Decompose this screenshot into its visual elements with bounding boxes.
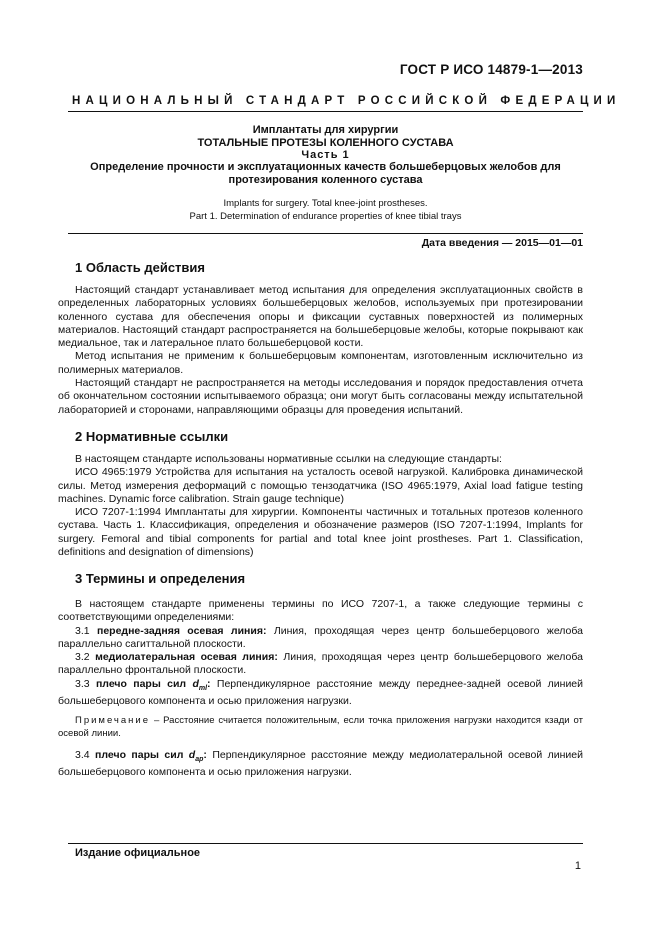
title-subtitle-line-2: протезирования коленного сустава <box>228 174 423 186</box>
term-3-3: 3.3 плечо пары сил $d_{ml}$: Перпендикулярное расстояние между переднее-задней осевой линией большеберцового компонента и осью приложения нагрузки. <box>58 677 584 708</box>
national-standard-banner: НАЦИОНАЛЬНЫЙ СТАНДАРТ РОССИЙСКОЙ ФЕДЕРАЦИИ <box>72 95 621 107</box>
footer-rule <box>68 843 583 844</box>
section-2-paragraph-1: В настоящем стандарте использованы нормативные ссылки на следующие стандарты: <box>75 453 502 465</box>
section-2-reference-iso-7207: ИСО 7207-1:1994 Имплантаты для хирургии. Компоненты частичных и тотальных протезов коленного сустава. Часть 1. Классификация, определения и обозначение размеров (ISO 7207-1:1994, Implants for surgery. Femoral and tibial components for partial and total knee joint prostheses. Part 1. Classification, definitions and designation of dimensions) <box>58 506 583 559</box>
note <box>58 714 583 740</box>
section-1-heading: 1 Область действия <box>75 260 205 275</box>
term-3-4: 3.4 плечо пары сил $d_{ap}$: Перпендикулярное расстояние между медиолатеральной осевой линией большеберцового компонента и осью приложения нагрузки. <box>58 749 583 779</box>
section-1-body <box>58 284 583 417</box>
section-1-paragraph-3: Настоящий стандарт не распространяется на методы исследования и порядок предоставления отчета об окончательном состоянии испытываемого образца; они могут быть согласованы между испытательной лабораторией и сторонами, направляющими образцы для проведения испытаний. <box>58 377 583 416</box>
document-number: ГОСТ Р ИСО 14879-1—2013 <box>399 62 583 77</box>
section-3-heading: 3 Термины и определения <box>75 571 246 586</box>
title-rule <box>68 233 583 234</box>
term-3-1: 3.1 передне-задняя осевая линия: Линия, проходящая через центр большеберцового желоба параллельно сагиттальной плоскости. <box>58 624 584 650</box>
title-subtitle <box>68 161 583 187</box>
section-2-reference-iso-4965: ИСО 4965:1979 Устройства для испытания на усталость осевой нагрузкой. Калибровка динамической силы. Метод измерения деформаций с помощью тензодатчика (ISO 4965:1979, Axial load fatigue testing machines. Dynamic force calibration. Strain gauge technique) <box>58 466 583 505</box>
page-number: 1 <box>574 860 581 872</box>
title-part: Часть 1 <box>301 149 350 161</box>
section-1-paragraph-1: Настоящий стандарт устанавливает метод испытания для определения эксплуатационных свойств в определенных лабораторных условиях большеберцовых желобов, используемых при протезировании коленного сустава для обеспечения опоры и фиксации суставных поверхностей из полимерных материалов. Настоящий стандарт распространяется на большеберцовые желобы, которые покрывают как медиальное, так и латеральное плато большеберцовой кости. <box>58 284 583 350</box>
english-title-line-2: Part 1. Determination of endurance properties of knee tibial trays <box>189 211 462 222</box>
note-text: – Расстояние считается положительным, если точка приложения нагрузки находится кзади от осевой линии. <box>58 715 583 739</box>
section-3-body <box>58 598 583 708</box>
header-rule <box>68 111 583 112</box>
intro-date: Дата введения — 2015—01—01 <box>421 237 583 249</box>
term-3-2: 3.2 медиолатеральная осевая линия: Линия, проходящая через центр большеберцового желоба параллельно фронтальной плоскости. <box>58 651 583 677</box>
english-title <box>68 197 583 223</box>
title-subtitle-line-1: Определение прочности и эксплуатационных качеств большеберцовых желобов для <box>90 161 561 173</box>
english-title-line-1: Implants for surgery. Total knee-joint prostheses. <box>223 198 428 209</box>
note-label: Примечание <box>75 715 150 726</box>
section-1-paragraph-2: Метод испытания не применим к большеберцовым компонентам, изготовленным исключительно из полимерных материалов. <box>58 350 583 376</box>
section-3-intro: В настоящем стандарте применены термины по ИСО 7207-1, а также следующие термины с соответствующими определениями: <box>58 598 583 624</box>
edition-label: Издание официальное <box>75 847 201 859</box>
section-2-heading: 2 Нормативные ссылки <box>75 429 229 444</box>
title-line-2: ТОТАЛЬНЫЕ ПРОТЕЗЫ КОЛЕННОГО СУСТАВА <box>197 137 454 149</box>
section-2-body <box>58 453 583 559</box>
title-line-1: Имплантаты для хирургии <box>252 124 399 136</box>
